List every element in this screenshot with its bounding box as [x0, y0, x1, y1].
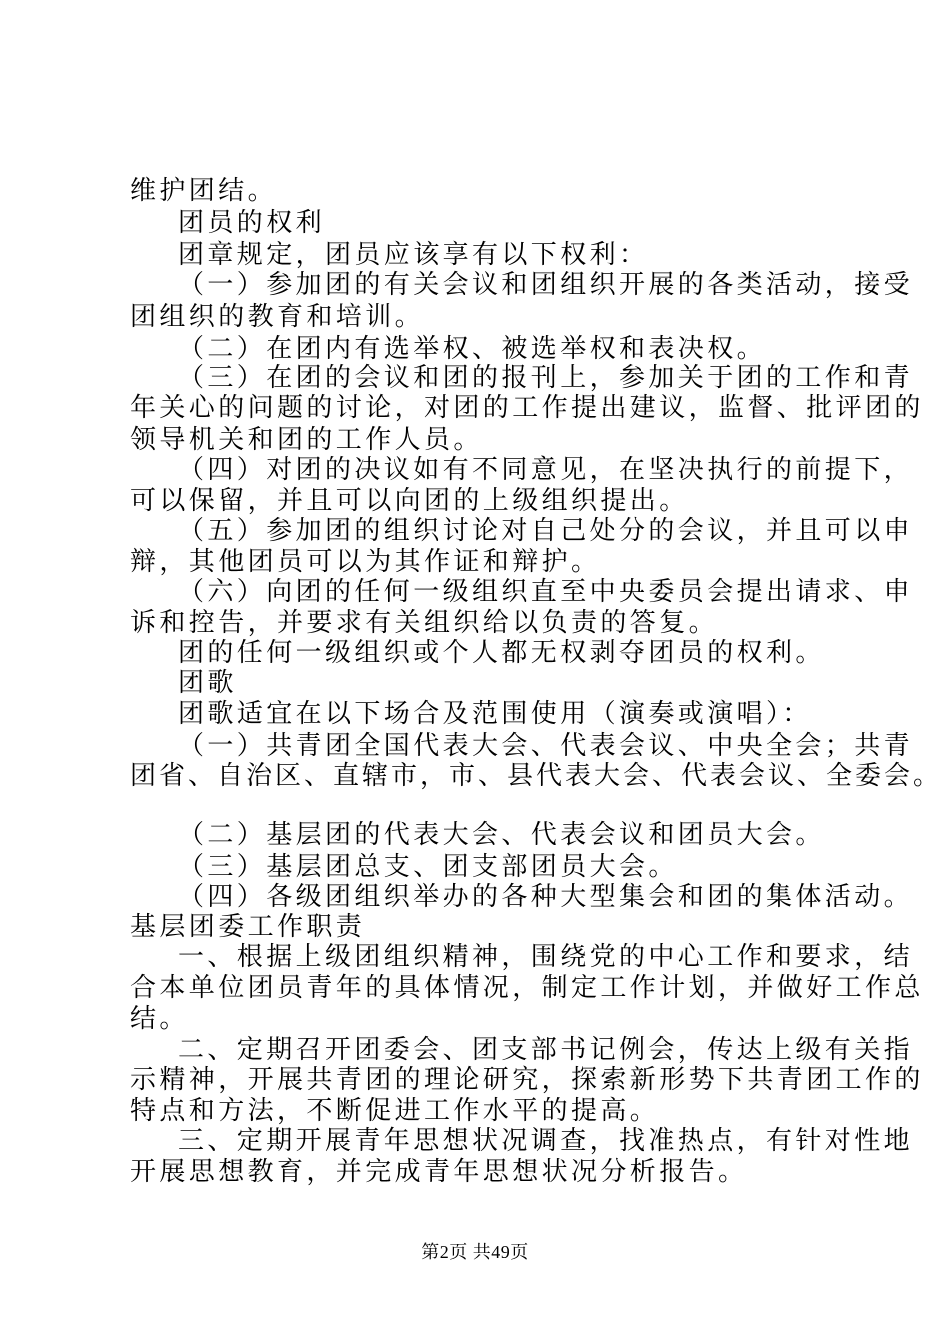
text-line: 团省、自治区、直辖市，市、县代表大会、代表会议、全委会。	[130, 761, 943, 791]
text-line: 结。	[130, 1004, 189, 1034]
text-line: 领导机关和团的工作人员。	[130, 425, 483, 455]
text-line: （二）在团内有选举权、被选举权和表决权。	[178, 334, 767, 364]
text-line: 特点和方法，不断促进工作水平的提高。	[130, 1096, 660, 1126]
section-heading: 团歌	[178, 668, 237, 698]
text-line: 示精神，开展共青团的理论研究，探索新形势下共青团工作的	[130, 1065, 924, 1095]
text-line: （一）参加团的有关会议和团组织开展的各类活动，接受	[178, 270, 914, 300]
text-line: 维护团结。	[130, 176, 278, 206]
text-line: （四）对团的决议如有不同意见，在坚决执行的前提下，	[178, 455, 914, 485]
text-line: 团组织的教育和培训。	[130, 302, 425, 332]
text-line: 一、根据上级团组织精神，围绕党的中心工作和要求，结	[178, 942, 914, 972]
text-line: 可以保留，并且可以向团的上级组织提出。	[130, 486, 689, 516]
text-line: 团歌适宜在以下场合及范围使用（演奏或演唱）：	[178, 699, 812, 729]
text-line: 团的任何一级组织或个人都无权剥夺团员的权利。	[178, 638, 825, 668]
section-heading: 基层团委工作职责	[130, 912, 366, 942]
text-line: 团章规定，团员应该享有以下权利：	[178, 240, 649, 270]
text-line: 二、定期召开团委会、团支部书记例会，传达上级有关指	[178, 1035, 914, 1065]
text-line: 开展思想教育，并完成青年思想状况分析报告。	[130, 1157, 748, 1187]
section-heading: 团员的权利	[178, 208, 326, 238]
text-line: 合本单位团员青年的具体情况，制定工作计划，并做好工作总	[130, 973, 924, 1003]
text-line: （三）基层团总支、团支部团员大会。	[178, 852, 678, 882]
text-line: （二）基层团的代表大会、代表会议和团员大会。	[178, 820, 825, 850]
page-number-footer: 第2页 共49页	[421, 1242, 529, 1262]
text-line: （六）向团的任何一级组织直至中央委员会提出请求、申	[178, 577, 914, 607]
text-line: （五）参加团的组织讨论对自己处分的会议，并且可以申	[178, 516, 914, 546]
text-line: （一）共青团全国代表大会、代表会议、中央全会；共青	[178, 731, 914, 761]
text-line: （三）在团的会议和团的报刊上，参加关于团的工作和青	[178, 363, 914, 393]
text-line: 年关心的问题的讨论，对团的工作提出建议，监督、批评团的	[130, 393, 924, 423]
text-line: 三、定期开展青年思想状况调查，找准热点，有针对性地	[178, 1126, 914, 1156]
text-line: 辩，其他团员可以为其作证和辩护。	[130, 547, 601, 577]
text-line: 诉和控告，并要求有关组织给以负责的答复。	[130, 608, 719, 638]
text-line: （四）各级团组织举办的各种大型集会和团的集体活动。	[178, 882, 914, 912]
